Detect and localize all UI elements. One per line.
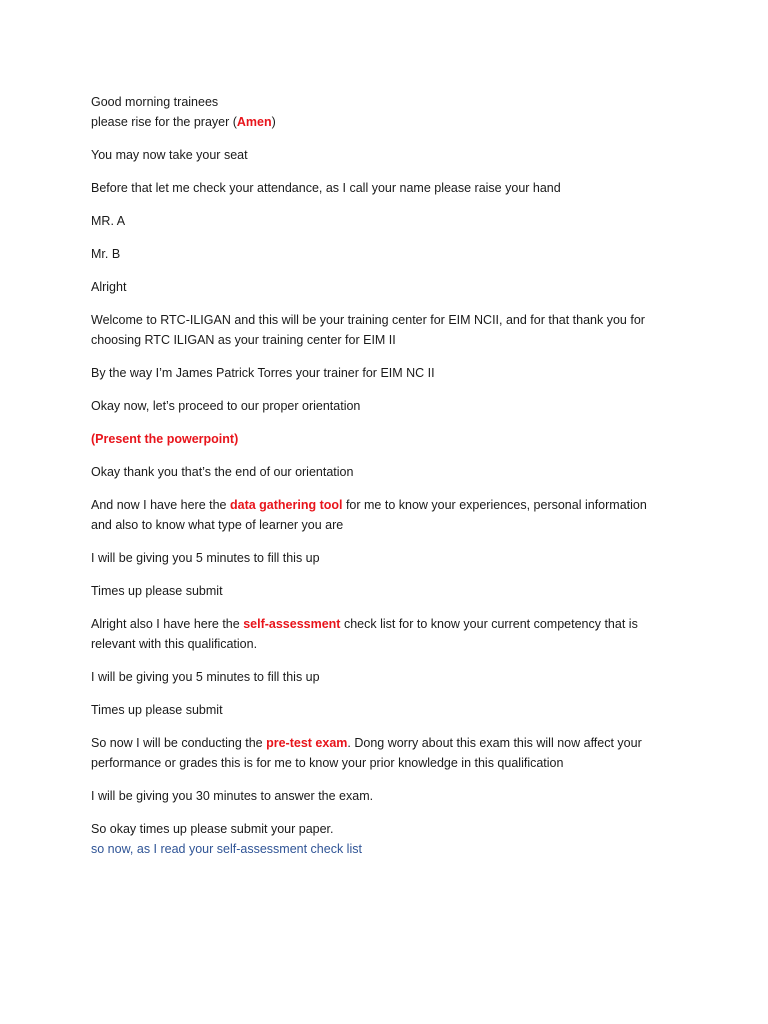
times-up-line-2: Times up please submit [91, 703, 223, 717]
pretest-text-after: . Dong worry about this exam this will now affect your performance or grades this is for me to know your prior knowledge in this qualification [91, 736, 642, 770]
proceed-line: Okay now, let’s proceed to our proper orientation [91, 399, 361, 413]
present-powerpoint-line: (Present the powerpoint) [91, 432, 239, 446]
pretest-highlight: pre-test exam [266, 736, 348, 750]
self-assessment-highlight: self-assessment [243, 617, 341, 631]
greeting-line: Good morning trainees [91, 95, 219, 109]
data-gathering-paragraph [91, 495, 671, 535]
document-body [91, 92, 671, 859]
pretest-text-before: So now I will be conducting the [91, 736, 267, 750]
welcome-paragraph: Welcome to RTC-ILIGAN and this will be your training center for EIM NCII, and for that thank you for choosing RTC ILIGAN as your training center for EIM II [91, 313, 645, 347]
read-checklist-line: so now, as I read your self-assessment check list [91, 842, 362, 856]
amen-highlight: Amen [236, 115, 272, 129]
name-a-line: MR. A [91, 214, 126, 228]
prayer-line [91, 112, 671, 132]
attendance-line: Before that let me check your attendance, as I call your name please raise your hand [91, 181, 561, 195]
times-up-line-1: Times up please submit [91, 584, 223, 598]
submit-paper-line: So okay times up please submit your paper. [91, 822, 334, 836]
data-gathering-highlight: data gathering tool [229, 498, 343, 512]
prayer-close: ) [271, 115, 276, 129]
name-b-line: Mr. B [91, 247, 121, 261]
end-orientation-line: Okay thank you that’s the end of our orientation [91, 465, 354, 479]
pretest-paragraph [91, 733, 671, 773]
self-assessment-paragraph [91, 614, 671, 654]
prayer-text: please rise for the prayer ( [91, 115, 237, 129]
data-text-after: for me to know your experiences, personal information and also to know what type of learner you are [91, 498, 647, 532]
thirty-minutes-line: I will be giving you 30 minutes to answer the exam. [91, 789, 374, 803]
five-minutes-line-1: I will be giving you 5 minutes to fill this up [91, 551, 320, 565]
self-text-after: check list for to know your current competency that is relevant with this qualification. [91, 617, 638, 651]
self-text-before: Alright also I have here the [91, 617, 244, 631]
seat-line: You may now take your seat [91, 148, 248, 162]
five-minutes-line-2: I will be giving you 5 minutes to fill this up [91, 670, 320, 684]
data-text-before: And now I have here the [91, 498, 230, 512]
trainer-line: By the way I’m James Patrick Torres your trainer for EIM NC II [91, 366, 435, 380]
alright-line: Alright [91, 280, 127, 294]
